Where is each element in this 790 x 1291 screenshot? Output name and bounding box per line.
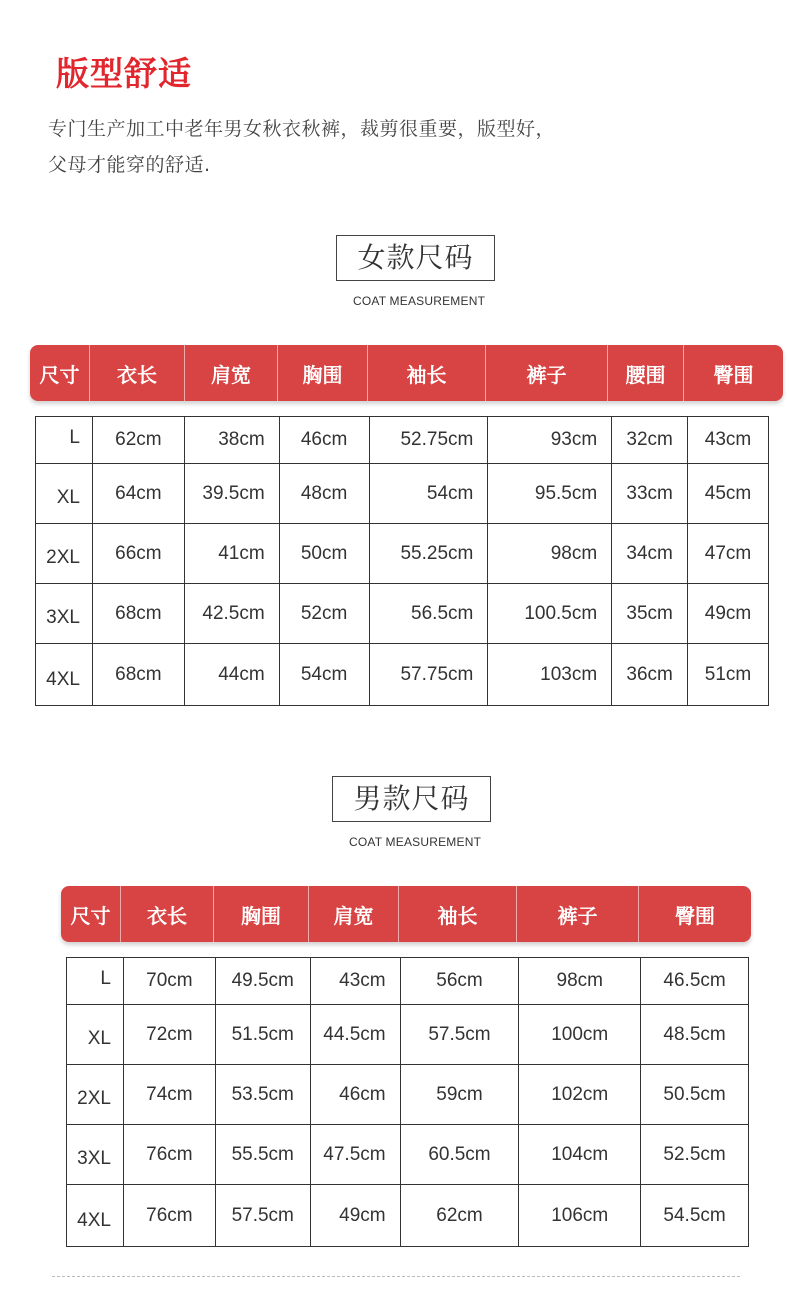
measurement-cell: 34cm: [612, 524, 688, 584]
men-header-col-3: 肩宽: [309, 886, 399, 942]
measurement-cell: 95.5cm: [488, 464, 612, 524]
women-subheading: COAT MEASUREMENT: [353, 294, 486, 308]
measurement-cell: 46.5cm: [641, 958, 749, 1005]
size-label: 2XL: [67, 1065, 124, 1125]
men-header-size: 尺寸: [61, 886, 121, 942]
men-header-col-5: 裤子: [517, 886, 639, 942]
measurement-cell: 60.5cm: [400, 1125, 519, 1185]
measurement-cell: 48.5cm: [641, 1005, 749, 1065]
intro-line-1: 专门生产加工中老年男女秋衣秋裤，裁剪很重要，版型好，: [48, 118, 556, 140]
women-table-row: [36, 417, 769, 464]
measurement-cell: 39.5cm: [184, 464, 279, 524]
measurement-cell: 46cm: [279, 417, 369, 464]
measurement-cell: 70cm: [123, 958, 215, 1005]
measurement-cell: 54.5cm: [641, 1185, 749, 1247]
measurement-cell: 44cm: [184, 644, 279, 706]
size-label: 2XL: [36, 524, 93, 584]
measurement-cell: 64cm: [92, 464, 184, 524]
measurement-cell: 53.5cm: [215, 1065, 310, 1125]
measurement-cell: 45cm: [688, 464, 769, 524]
women-table-row: [36, 524, 769, 584]
measurement-cell: 76cm: [123, 1125, 215, 1185]
men-header-col-1: 衣长: [121, 886, 214, 942]
measurement-cell: 50.5cm: [641, 1065, 749, 1125]
measurement-cell: 51.5cm: [215, 1005, 310, 1065]
measurement-cell: 36cm: [612, 644, 688, 706]
measurement-cell: 62cm: [92, 417, 184, 464]
measurement-cell: 50cm: [279, 524, 369, 584]
measurement-cell: 102cm: [519, 1065, 641, 1125]
measurement-cell: 49.5cm: [215, 958, 310, 1005]
page-title: 版型舒适: [56, 54, 192, 93]
measurement-cell: 54cm: [369, 464, 488, 524]
measurement-cell: 52cm: [279, 584, 369, 644]
men-header-col-2: 胸围: [214, 886, 309, 942]
measurement-cell: 47.5cm: [310, 1125, 400, 1185]
measurement-cell: 100.5cm: [488, 584, 612, 644]
measurement-cell: 68cm: [92, 584, 184, 644]
women-table-header: [30, 345, 783, 401]
women-header-col-7: 臀围: [713, 362, 754, 387]
measurement-cell: 35cm: [612, 584, 688, 644]
measurement-cell: 55.25cm: [369, 524, 488, 584]
men-size-table: [66, 957, 749, 1247]
measurement-cell: 72cm: [123, 1005, 215, 1065]
measurement-cell: 66cm: [92, 524, 184, 584]
measurement-cell: 74cm: [123, 1065, 215, 1125]
size-label: 4XL: [36, 644, 93, 706]
measurement-cell: 44.5cm: [310, 1005, 400, 1065]
men-table-header: [61, 886, 751, 942]
measurement-cell: 32cm: [612, 417, 688, 464]
men-table-row: [67, 1185, 749, 1247]
men-header-col-4: 袖长: [399, 886, 517, 942]
measurement-cell: 62cm: [400, 1185, 519, 1247]
measurement-cell: 59cm: [400, 1065, 519, 1125]
measurement-cell: 43cm: [688, 417, 769, 464]
size-label: L: [36, 417, 93, 464]
size-label: 3XL: [67, 1125, 124, 1185]
size-label: 4XL: [67, 1185, 124, 1247]
measurement-cell: 51cm: [688, 644, 769, 706]
women-header-col-2: 肩宽: [185, 345, 278, 401]
measurement-cell: 41cm: [184, 524, 279, 584]
women-header-col-6: 腰围: [608, 345, 684, 401]
measurement-cell: 57.5cm: [215, 1185, 310, 1247]
measurement-cell: 93cm: [488, 417, 612, 464]
men-subheading: COAT MEASUREMENT: [349, 835, 482, 849]
women-table-row: [36, 464, 769, 524]
men-table-row: [67, 1065, 749, 1125]
measurement-cell: 38cm: [184, 417, 279, 464]
measurement-cell: 33cm: [612, 464, 688, 524]
measurement-cell: 106cm: [519, 1185, 641, 1247]
women-header-size: 尺寸: [30, 345, 90, 401]
measurement-cell: 48cm: [279, 464, 369, 524]
measurement-cell: 49cm: [688, 584, 769, 644]
measurement-cell: 43cm: [310, 958, 400, 1005]
measurement-cell: 55.5cm: [215, 1125, 310, 1185]
measurement-cell: 56.5cm: [369, 584, 488, 644]
bottom-divider: [52, 1276, 740, 1277]
size-label: XL: [67, 1005, 124, 1065]
men-table-row: [67, 1005, 749, 1065]
size-label: 3XL: [36, 584, 93, 644]
measurement-cell: 98cm: [519, 958, 641, 1005]
measurement-cell: 56cm: [400, 958, 519, 1005]
women-size-heading: 女款尺码: [336, 235, 495, 281]
measurement-cell: 47cm: [688, 524, 769, 584]
measurement-cell: 54cm: [279, 644, 369, 706]
women-header-col-4: 袖长: [368, 345, 486, 401]
women-header-col-3: 胸围: [278, 345, 368, 401]
measurement-cell: 52.5cm: [641, 1125, 749, 1185]
men-size-heading: 男款尺码: [332, 776, 491, 822]
measurement-cell: 68cm: [92, 644, 184, 706]
measurement-cell: 104cm: [519, 1125, 641, 1185]
measurement-cell: 46cm: [310, 1065, 400, 1125]
measurement-cell: 52.75cm: [369, 417, 488, 464]
measurement-cell: 49cm: [310, 1185, 400, 1247]
measurement-cell: 103cm: [488, 644, 612, 706]
women-size-table: [35, 416, 769, 706]
measurement-cell: 42.5cm: [184, 584, 279, 644]
men-header-col-6: 臀围: [675, 903, 715, 928]
women-table-row: [36, 584, 769, 644]
measurement-cell: 57.5cm: [400, 1005, 519, 1065]
measurement-cell: 57.75cm: [369, 644, 488, 706]
men-table-row: [67, 1125, 749, 1185]
measurement-cell: 100cm: [519, 1005, 641, 1065]
measurement-cell: 76cm: [123, 1185, 215, 1247]
measurement-cell: 98cm: [488, 524, 612, 584]
women-table-row: [36, 644, 769, 706]
women-header-col-5: 裤子: [486, 345, 608, 401]
intro-line-2: 父母才能穿的舒适.: [48, 154, 211, 176]
size-label: L: [67, 958, 124, 1005]
men-table-row: [67, 958, 749, 1005]
women-header-col-1: 衣长: [90, 345, 185, 401]
size-label: XL: [36, 464, 93, 524]
